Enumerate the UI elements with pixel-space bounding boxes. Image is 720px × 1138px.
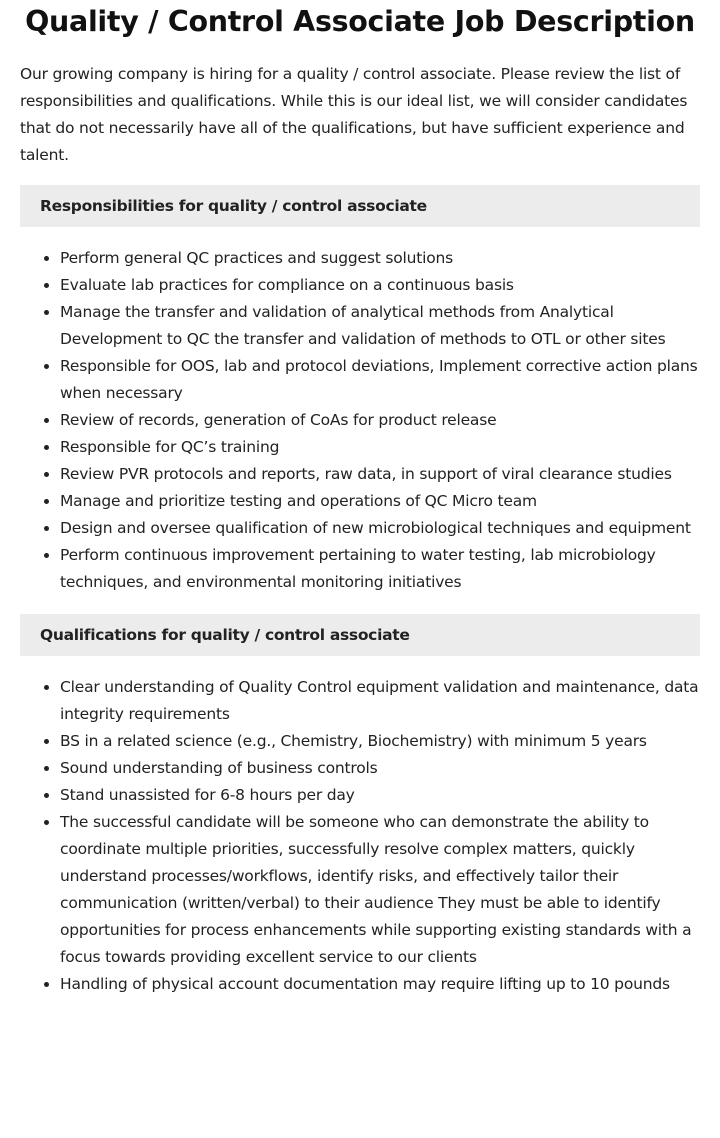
list-item: • Responsible for OOS, lab and protocol deviations, Implement corrective action plans when necessary xyxy=(60,353,700,407)
list-item: • Perform general QC practices and suggest solutions xyxy=(60,245,700,272)
list-item: • BS in a related science (e.g., Chemistry, Biochemistry) with minimum 5 years xyxy=(60,728,700,755)
list-item: • Evaluate lab practices for compliance on a continuous basis xyxy=(60,272,700,299)
responsibilities-heading: Responsibilities for quality / control associate xyxy=(20,185,700,227)
intro-paragraph: Our growing company is hiring for a quality / control associate. Please review the list of responsibilities and qualifications. While this is our ideal list, we will consider candidates that do not necessarily have all of the qualifications, but have sufficient experience and talent. xyxy=(20,65,688,164)
list-item: • Perform continuous improvement pertaining to water testing, lab microbiology techniques, and environmental monitoring initiatives xyxy=(60,542,700,596)
list-item: • Design and oversee qualification of new microbiological techniques and equipment xyxy=(60,515,700,542)
list-item: • Stand unassisted for 6-8 hours per day xyxy=(60,782,700,809)
list-item: • Handling of physical account documentation may require lifting up to 10 pounds xyxy=(60,971,700,998)
list-item: • The successful candidate will be someone who can demonstrate the ability to coordinate multiple priorities, successfully resolve complex matters, quickly understand processes/workflows, identify risks, and effectively tailor their communication (written/verbal) to their audience They must be able to identify opportunities for process enhancements while supporting existing standards with a focus towards providing excellent service to our clients xyxy=(60,809,700,971)
list-item: • Review of records, generation of CoAs for product release xyxy=(60,407,700,434)
page-title: Quality / Control Associate Job Description xyxy=(25,5,695,38)
responsibilities-list xyxy=(20,245,700,596)
list-item: • Clear understanding of Quality Control equipment validation and maintenance, data integrity requirements xyxy=(60,674,700,728)
qualifications-heading: Qualifications for quality / control associate xyxy=(20,614,700,656)
list-item: • Review PVR protocols and reports, raw data, in support of viral clearance studies xyxy=(60,461,700,488)
list-item: • Responsible for QC’s training xyxy=(60,434,700,461)
list-item: • Sound understanding of business controls xyxy=(60,755,700,782)
list-item: • Manage the transfer and validation of analytical methods from Analytical Development to QC the transfer and validation of methods to OTL or other sites xyxy=(60,299,700,353)
list-item: • Manage and prioritize testing and operations of QC Micro team xyxy=(60,488,700,515)
qualifications-list xyxy=(20,674,700,998)
